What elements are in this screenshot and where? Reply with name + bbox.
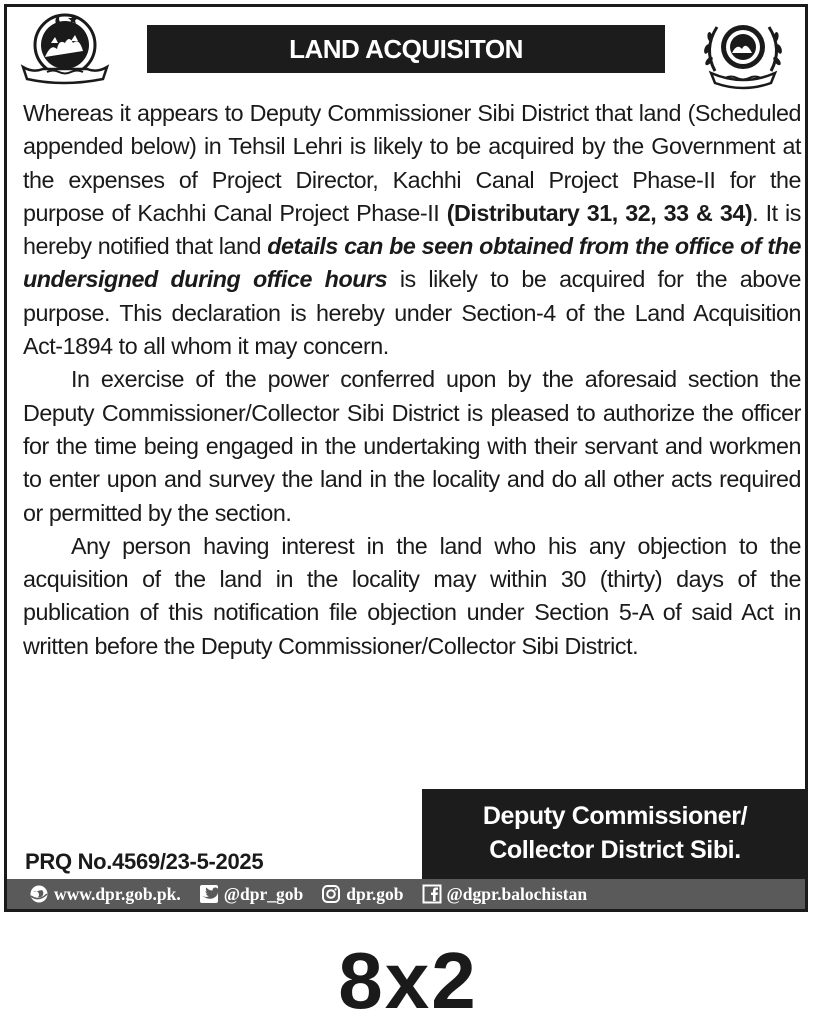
text-run: Whereas it appears to Deputy Commissioner Sibi District that land (Scheduled appended below) in Tehsil Lehri is likely to be acquired by the Government at the expenses of Project Director, Kachhi Canal Project Phase-II for the purpose of Kachhi Canal Project Phase-II [23, 100, 801, 226]
facebook-handle: @dgpr.balochistan [446, 883, 588, 904]
signatory-line-2: Collector District Sibi. [489, 836, 741, 864]
instagram-icon [321, 884, 341, 904]
signatory-box [422, 789, 808, 881]
paragraph-objection: Any person having interest in the land who his any objection to the acquisition of the land in the locality may within 30 (thirty) days of the publication of this notification file objection under Section 5-A of said Act in written before the Deputy Commissioner/Collector Sibi District. [23, 532, 801, 659]
paragraph-declaration [23, 97, 801, 363]
facebook-icon [422, 884, 442, 904]
dgpr-emblem-icon [695, 11, 791, 95]
distributary-text: (Distributary 31, 32, 33 & 34) [446, 199, 753, 226]
ad-size-label: 8x2 [338, 936, 478, 1025]
globe-icon [29, 884, 49, 904]
text-run: . It is hereby notified that land [23, 199, 801, 260]
website-link: www.dpr.gob.pk. [54, 883, 181, 904]
paragraph-authorization: In exercise of the power conferred upon by the aforesaid section the Deputy Commissioner/Collector Sibi District is pleased to authorize the officer for the time being engaged in the undertaking with their servant and workmen to enter upon and survey the land in the locality and do all other acts required or permitted by the section. [23, 366, 801, 526]
twitter-icon [199, 884, 219, 904]
text-run: is likely to be acquired for the above purpose. This declaration is hereby under Section-4 of the Land Acquisition Act-1894 to all whom it may concern. [23, 266, 802, 360]
twitter-handle: @dpr_gob [223, 883, 304, 904]
prq-number: PRQ No.4569/23-5-2025 [25, 849, 264, 874]
footer-website[interactable] [29, 884, 181, 905]
notice-body [23, 97, 801, 663]
signatory-line-1: Deputy Commissioner/ [482, 802, 748, 830]
notice-frame [4, 4, 808, 912]
notice-title: LAND ACQUISITON [147, 25, 665, 73]
footer-instagram[interactable] [321, 884, 403, 905]
footer-facebook[interactable] [422, 884, 588, 905]
footer-bar [7, 879, 805, 909]
instagram-handle: dpr.gob [346, 883, 404, 904]
balochistan-emblem-icon [17, 9, 113, 93]
details-emphasis-text: details can be seen obtained from the office of the undersigned during office hours [23, 233, 802, 293]
footer-twitter[interactable] [199, 884, 304, 905]
